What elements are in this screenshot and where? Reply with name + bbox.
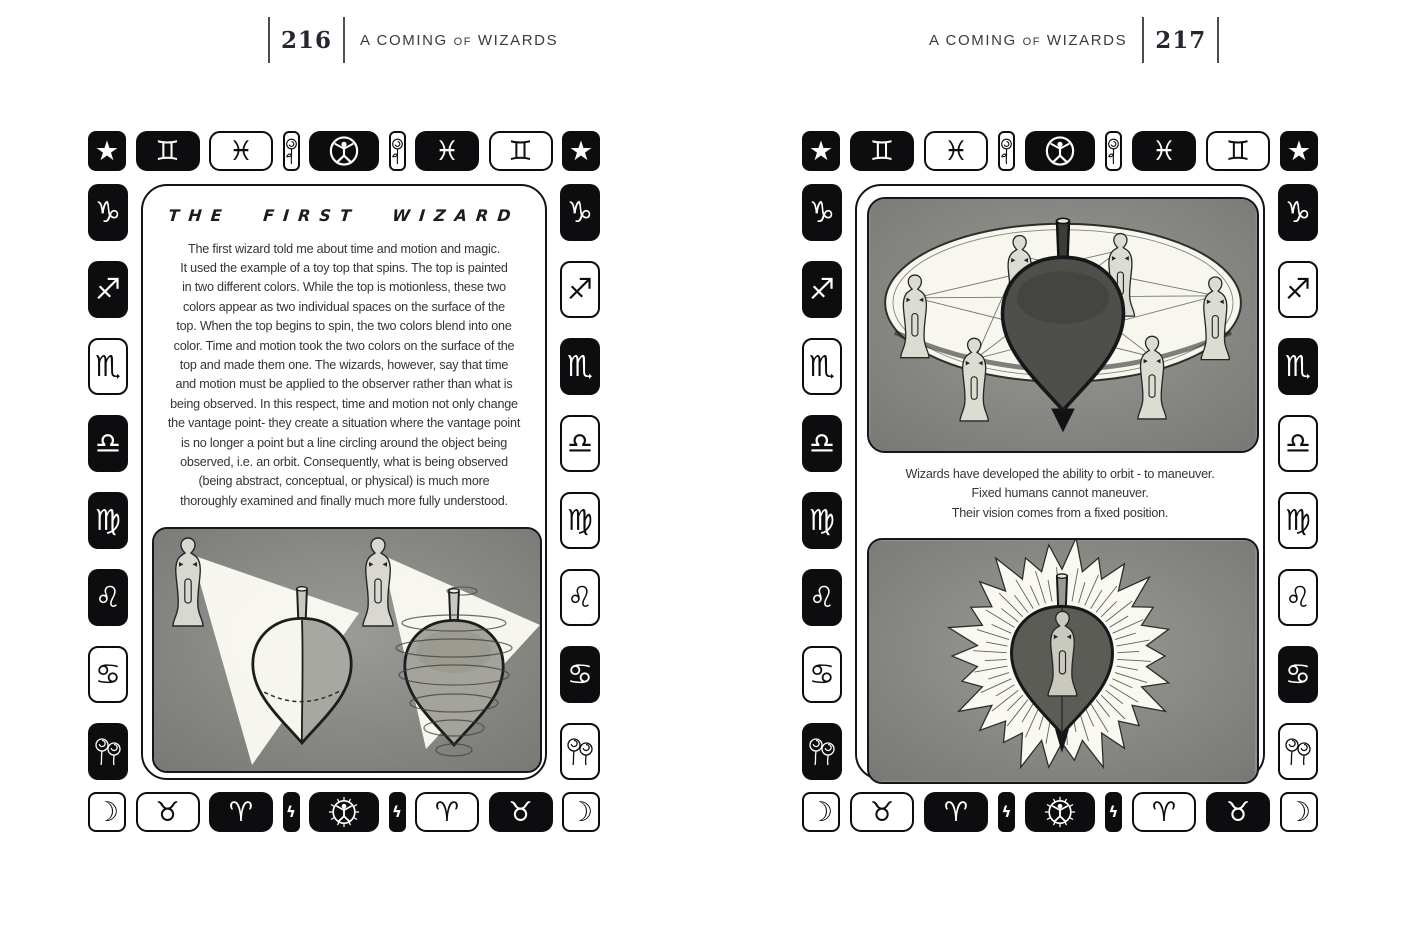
cancer-icon: ♋ — [560, 646, 600, 703]
leo-icon: ♌ — [560, 569, 600, 626]
text-line: and motion must be applied to the observer rather than what is — [175, 377, 513, 392]
zodiac-border-top — [802, 131, 1318, 171]
sagittarius-icon: ♐ — [88, 261, 128, 318]
star-icon: ★ — [802, 131, 840, 171]
zodiac-border-top — [88, 131, 600, 171]
cancer-icon: ♋ — [88, 646, 128, 703]
rose-icon — [389, 131, 406, 171]
rose-icon — [283, 131, 300, 171]
book-title: A COMING of WIZARDS — [929, 31, 1128, 49]
taurus-icon: ♉ — [136, 792, 200, 832]
text-line: top and made them one. The wizards, however, say that time — [179, 357, 509, 372]
running-head-right — [925, 14, 1219, 66]
man-in-circle-icon — [309, 131, 379, 171]
star-icon: ★ — [1280, 131, 1318, 171]
scorpio-icon: ♏ — [802, 338, 842, 395]
zodiac-border-right — [560, 184, 600, 780]
text-line: observed, i.e. an orbit. Consequently, what is being observed — [180, 454, 508, 469]
content-panel — [855, 184, 1265, 780]
radiant-man-icon — [1025, 792, 1095, 832]
zodiac-border-bottom — [88, 792, 600, 832]
libra-icon: ♎ — [88, 415, 128, 472]
star-icon: ★ — [88, 131, 126, 171]
illustration-orbit — [867, 197, 1259, 453]
rose-icon — [1105, 131, 1122, 171]
lightning-icon: ϟ — [283, 792, 300, 832]
text-line: is no longer a point but a line circling around the object being — [180, 435, 508, 450]
running-head-left — [268, 14, 562, 66]
moon-gecko-icon: ☽ — [88, 792, 126, 832]
sagittarius-icon: ♐ — [560, 261, 600, 318]
text-line: Fixed humans cannot maneuver. — [971, 486, 1149, 501]
pisces-icon: ♓ — [924, 131, 988, 171]
zodiac-border-left — [802, 184, 842, 780]
illustration-two-tops — [152, 527, 542, 773]
gemini-icon: ♊ — [1206, 131, 1270, 171]
sagittarius-icon: ♐ — [802, 261, 842, 318]
text-line: color. Time and motion took the two colors on the surface of the — [173, 338, 515, 353]
lightning-icon: ϟ — [389, 792, 406, 832]
leo-icon: ♌ — [1278, 569, 1318, 626]
body-text — [152, 240, 536, 512]
page-number-right: 217 — [1155, 26, 1207, 54]
text-line: being observed. In this respect, time and motion not only change — [170, 396, 518, 411]
pisces-icon: ♓ — [415, 131, 479, 171]
text-line: thoroughly examined and finally much more fully understood. — [180, 493, 508, 508]
moon-gecko-icon: ☽ — [802, 792, 840, 832]
gemini-icon: ♊ — [850, 131, 914, 171]
virgo-icon: ♍ — [1278, 492, 1318, 549]
text-line: in two different colors. While the top is motionless, these two — [182, 280, 506, 295]
page-216 — [88, 131, 600, 832]
text-line: Their vision comes from a fixed position. — [951, 505, 1169, 520]
leo-icon: ♌ — [88, 569, 128, 626]
gemini-icon: ♊ — [136, 131, 200, 171]
sagittarius-icon: ♐ — [1278, 261, 1318, 318]
pisces-icon: ♓ — [209, 131, 273, 171]
book-title: A COMING of WIZARDS — [360, 31, 559, 49]
illustration-radiant-top — [867, 538, 1259, 784]
text-line: Wizards have developed the ability to orbit - to maneuver. — [905, 466, 1215, 481]
radiant-man-icon — [309, 792, 379, 832]
moon-gecko-icon: ☽ — [562, 792, 600, 832]
caption-text — [867, 465, 1253, 524]
rose-pair-icon — [1278, 723, 1318, 780]
zodiac-border-left — [88, 184, 128, 780]
libra-icon: ♎ — [802, 415, 842, 472]
star-icon: ★ — [562, 131, 600, 171]
text-line: It used the example of a toy top that spins. The top is painted — [180, 260, 508, 275]
leo-icon: ♌ — [802, 569, 842, 626]
moon-gecko-icon: ☽ — [1280, 792, 1318, 832]
scorpio-icon: ♏ — [1278, 338, 1318, 395]
chapter-title: THE FIRST WIZARD — [167, 205, 521, 225]
scorpio-icon: ♏ — [88, 338, 128, 395]
rose-pair-icon — [88, 723, 128, 780]
cancer-icon: ♋ — [802, 646, 842, 703]
taurus-icon: ♉ — [1206, 792, 1270, 832]
taurus-icon: ♉ — [489, 792, 553, 832]
capricorn-icon: ♑ — [88, 184, 128, 241]
text-line: (being abstract, conceptual, or physical) is much more — [198, 474, 490, 489]
content-panel — [141, 184, 547, 780]
capricorn-icon: ♑ — [560, 184, 600, 241]
header-rule — [268, 17, 270, 63]
scorpio-icon: ♏ — [560, 338, 600, 395]
capricorn-icon: ♑ — [802, 184, 842, 241]
text-line: the vantage point- they create a situation where the vantage point — [167, 416, 521, 431]
virgo-icon: ♍ — [802, 492, 842, 549]
rose-pair-icon — [560, 723, 600, 780]
rose-pair-icon — [802, 723, 842, 780]
page-number-left: 216 — [281, 26, 333, 54]
text-line: The first wizard told me about time and motion and magic. — [188, 241, 500, 256]
page-217 — [802, 131, 1318, 832]
man-in-circle-icon — [1025, 131, 1095, 171]
virgo-icon: ♍ — [560, 492, 600, 549]
libra-icon: ♎ — [1278, 415, 1318, 472]
aries-icon: ♈ — [209, 792, 273, 832]
cancer-icon: ♋ — [1278, 646, 1318, 703]
aries-icon: ♈ — [1132, 792, 1196, 832]
aries-icon: ♈ — [924, 792, 988, 832]
lightning-icon: ϟ — [1105, 792, 1122, 832]
gemini-icon: ♊ — [489, 131, 553, 171]
aries-icon: ♈ — [415, 792, 479, 832]
header-rule — [1217, 17, 1219, 63]
rose-icon — [998, 131, 1015, 171]
header-rule — [343, 17, 345, 63]
libra-icon: ♎ — [560, 415, 600, 472]
zodiac-border-bottom — [802, 792, 1318, 832]
zodiac-border-right — [1278, 184, 1318, 780]
pisces-icon: ♓ — [1132, 131, 1196, 171]
virgo-icon: ♍ — [88, 492, 128, 549]
text-line: top. When the top begins to spin, the two colors blend into one — [176, 319, 512, 334]
text-line: colors appear as two individual spaces on the surface of the — [183, 299, 505, 314]
capricorn-icon: ♑ — [1278, 184, 1318, 241]
lightning-icon: ϟ — [998, 792, 1015, 832]
taurus-icon: ♉ — [850, 792, 914, 832]
header-rule — [1142, 17, 1144, 63]
